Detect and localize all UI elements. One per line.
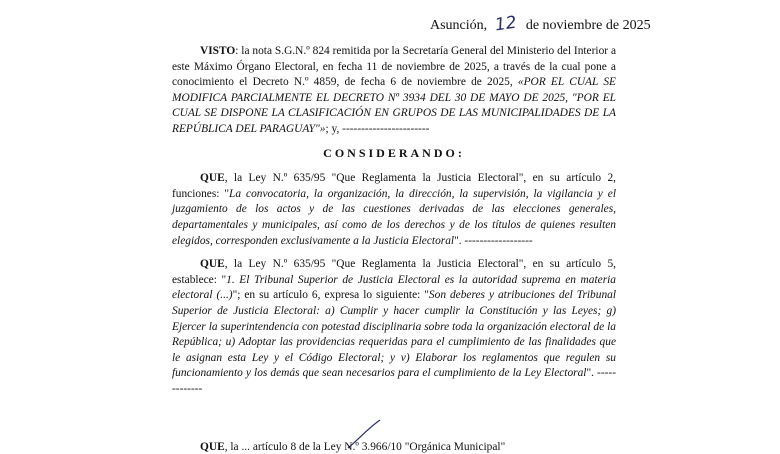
visto-text: : la nota S.G.N.º 824 remitida por la Secretaría General del Ministerio del Interior a este Máximo Órgano Electoral, en fecha 11 de noviembre de 2025, a través de la cual pone a conocimiento el Decreto N.º 4859, de fecha 6 de noviembre de 2025, xyxy=(172,45,616,89)
date-suffix: de noviembre de 2025 xyxy=(525,18,651,33)
que-tail: ". ------------------ xyxy=(454,234,533,247)
que-text: "; en su artículo 6, expresa lo siguiente: " xyxy=(232,289,429,302)
que-text: , la Ley N.º 635/95 "Que Reglamenta la Justicia Electoral", en su artículo 5, establece: " xyxy=(172,258,616,286)
date-prefix: Asunción, xyxy=(430,18,488,33)
que-tail: ". ------------- xyxy=(172,367,616,395)
que-text: , la ... artículo 8 de la Ley N.º 3.966/10 "Orgánica Municipal" xyxy=(224,441,506,453)
que-quote: 1. El Tribunal Superior de Justicia Electoral es la autoridad suprema en materia electoral (...) xyxy=(172,273,616,302)
que-paragraph-1 xyxy=(172,171,616,249)
considerando-heading: CONSIDERANDO: xyxy=(323,145,465,160)
que-label: QUE xyxy=(200,441,225,453)
visto-quote: «POR EL CUAL SE MODIFICA PARCIALMENTE EL DECRETO Nº 3934 DEL 30 DE MAYO DE 2025, "POR EL CUAL SE DISPONE LA CLASIFICACIÓN EN GRUPOS DE LAS MUNICIPALIDADES DE LA REPÚBLICA DEL PARAGUAY"» xyxy=(172,76,616,135)
que-text: , la Ley N.º 635/95 "Que Reglamenta la Justicia Electoral", en su artículo 2, funciones: " xyxy=(172,172,616,200)
que-quote: Son deberes y atribuciones del Tribunal Superior de Justicia Electoral: a) Cumplir y hacer cumplir la Constitución y las Leyes; g) Ejercer la superintendencia con potestad disciplinaria sobre toda la organización electoral de la República; u) Adoptar las providencias requeridas para el cumplimiento de las finalidades que le asignan esta Ley y el Código Electoral; y v) Elaborar los reglamentos que regulen su funcionamiento y los demás que sean necesarios para el cumplimiento de la Ley Electoral xyxy=(172,289,617,380)
visto-tail: ; y, ----------------------- xyxy=(325,122,430,135)
document-body xyxy=(172,44,616,405)
handwritten-day: 12 xyxy=(493,12,518,36)
date-line xyxy=(430,14,651,34)
visto-label: VISTO xyxy=(200,45,236,57)
que-quote: La convocatoria, la organización, la dirección, la supervisión, la vigilancia y el juzgamiento de los actos y de las cuestiones derivadas de las elecciones generales, departamentales y municipales, así como de los derechos y de los títulos de quienes resulten elegidos, corresponden exclusivamente a la Justicia Electoral xyxy=(172,187,616,247)
visto-paragraph xyxy=(172,44,616,138)
que-label: QUE xyxy=(200,172,225,185)
que-paragraph-2 xyxy=(172,257,616,397)
truncated-paragraph xyxy=(172,440,616,454)
que-label: QUE xyxy=(200,258,225,271)
